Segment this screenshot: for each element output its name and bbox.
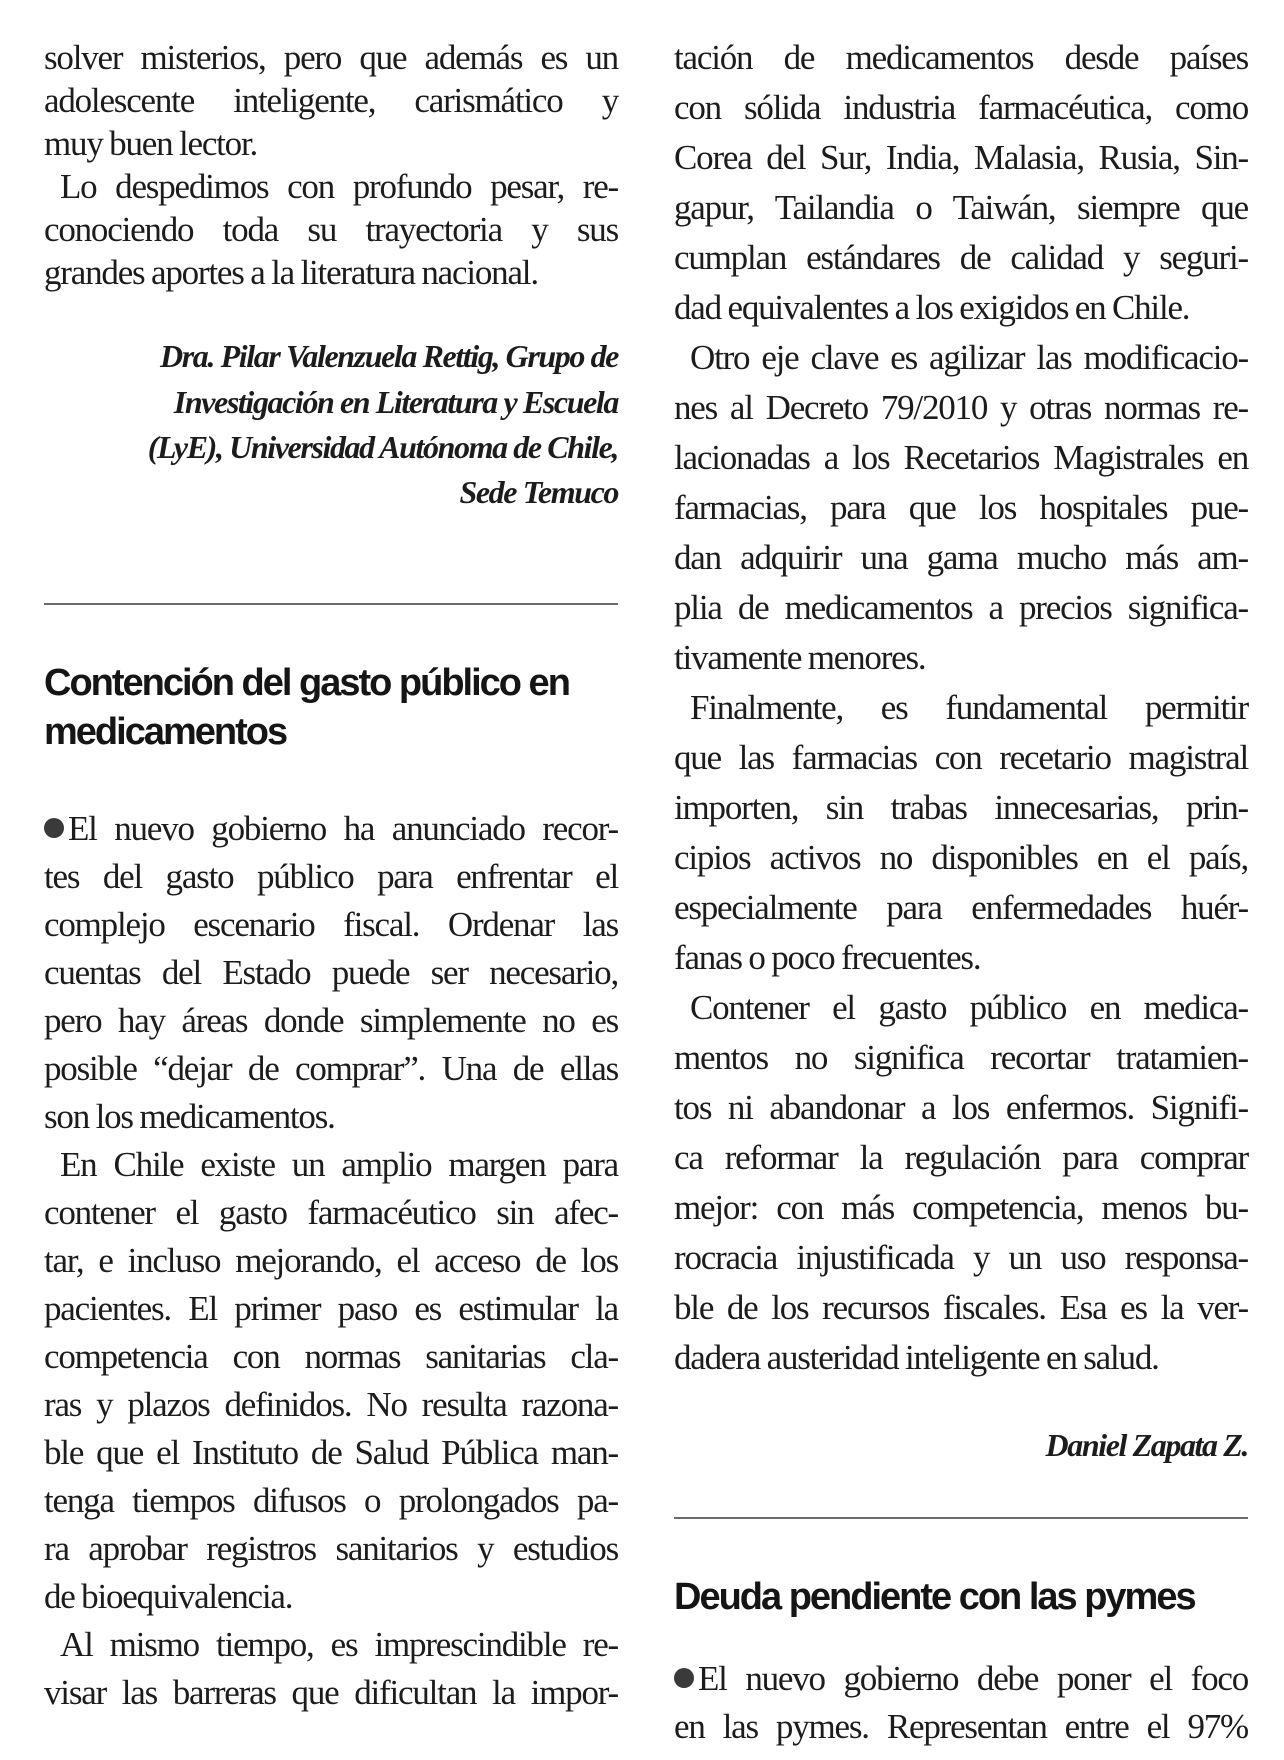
text-line: Lo despedimos con profundo pesar, re- bbox=[60, 167, 618, 206]
text-line: pacientes. El primer paso es estimular la bbox=[44, 1289, 618, 1328]
text-line: ras y plazos definidos. No resulta razona- bbox=[44, 1385, 618, 1424]
signature-line: Sede Temuco bbox=[459, 474, 618, 510]
text-line: cumplan estándares de calidad y seguri- bbox=[674, 238, 1248, 277]
text-line: nes al Decreto 79/2010 y otras normas re- bbox=[674, 388, 1248, 427]
headline-line: Contención del gasto público en bbox=[44, 662, 569, 704]
text-line: lacionadas a los Recetarios Magistrales en bbox=[674, 438, 1248, 477]
signature-line: Dra. Pilar Valenzuela Rettig, Grupo de bbox=[160, 338, 618, 374]
text-line: farmacias, para que los hospitales pue- bbox=[674, 488, 1248, 527]
text-line: visar las barreras que dificultan la impor- bbox=[44, 1673, 618, 1712]
text-line: Finalmente, es fundamental permitir bbox=[690, 688, 1248, 727]
text-line: conociendo toda su trayectoria y sus bbox=[44, 210, 618, 249]
text-line: tes del gasto público para enfrentar el bbox=[44, 857, 618, 896]
text-line: dadera austeridad inteligente en salud. bbox=[674, 1338, 1159, 1377]
text-line: pero hay áreas donde simplemente no es bbox=[44, 1001, 618, 1040]
text-line: Corea del Sur, India, Malasia, Rusia, Sin- bbox=[674, 138, 1248, 177]
text-line: Al mismo tiempo, es imprescindible re- bbox=[60, 1625, 618, 1664]
text-line: contener el gasto farmacéutico sin afec- bbox=[44, 1193, 618, 1232]
text-line: ra aprobar registros sanitarios y estudios bbox=[44, 1529, 618, 1568]
text-line: rocracia injustificada y un uso responsa- bbox=[674, 1238, 1248, 1277]
article-headline: Deuda pendiente con las pymes bbox=[674, 1576, 1195, 1618]
text-line: de bioequivalencia. bbox=[44, 1577, 293, 1616]
text-line: cuentas del Estado puede ser necesario, bbox=[44, 953, 618, 992]
text-line: dan adquirir una gama mucho más am- bbox=[674, 538, 1248, 577]
text-line: con sólida industria farmacéutica, como bbox=[674, 88, 1248, 127]
text-line: mentos no significa recortar tratamien- bbox=[674, 1038, 1248, 1077]
section-divider bbox=[674, 1517, 1248, 1519]
text-line: El nuevo gobierno ha anunciado recor- bbox=[44, 805, 618, 853]
text-line: que las farmacias con recetario magistral bbox=[674, 738, 1248, 777]
text-line: gapur, Tailandia o Taiwán, siempre que bbox=[674, 188, 1248, 227]
text-line: importen, sin trabas innecesarias, prin- bbox=[674, 788, 1248, 827]
bullet-icon bbox=[674, 1668, 694, 1688]
text-line: competencia con normas sanitarias cla- bbox=[44, 1337, 618, 1376]
text-line: En Chile existe un amplio margen para bbox=[60, 1145, 618, 1184]
text-line: en las pymes. Representan entre el 97% bbox=[674, 1707, 1248, 1746]
text-line: El nuevo gobierno debe poner el foco bbox=[674, 1655, 1248, 1703]
text-line: ble de los recursos fiscales. Esa es la ver- bbox=[674, 1288, 1248, 1327]
text-line: Otro eje clave es agilizar las modificacio- bbox=[690, 338, 1248, 377]
text-line: solver misterios, pero que además es un bbox=[44, 38, 618, 77]
text-line: posible “dejar de comprar”. Una de ellas bbox=[44, 1049, 618, 1088]
text-line: tación de medicamentos desde países bbox=[674, 38, 1248, 77]
text-line: tenga tiempos difusos o prolongados pa- bbox=[44, 1481, 618, 1520]
text-line: ble que el Instituto de Salud Pública man- bbox=[44, 1433, 618, 1472]
text-line: tivamente menores. bbox=[674, 638, 926, 677]
author-signature: Daniel Zapata Z. bbox=[1045, 1427, 1248, 1463]
text-line: mejor: con más competencia, menos bu- bbox=[674, 1188, 1248, 1227]
text-line: dad equivalentes a los exigidos en Chile. bbox=[674, 288, 1190, 327]
signature-line: (LyE), Universidad Autónoma de Chile, bbox=[147, 429, 618, 465]
text-line: complejo escenario fiscal. Ordenar las bbox=[44, 905, 618, 944]
text-line: grandes aportes a la literatura nacional. bbox=[44, 253, 538, 292]
bullet-icon bbox=[44, 818, 64, 838]
headline-line: medicamentos bbox=[44, 711, 287, 753]
text-line: son los medicamentos. bbox=[44, 1097, 335, 1136]
text-line: tos ni abandonar a los enfermos. Signifi- bbox=[674, 1088, 1248, 1127]
text-line: plia de medicamentos a precios significa- bbox=[674, 588, 1248, 627]
signature-line: Investigación en Literatura y Escuela bbox=[173, 384, 618, 420]
text-line: muy buen lector. bbox=[44, 124, 258, 163]
section-divider bbox=[44, 603, 618, 605]
text-line: Contener el gasto público en medica- bbox=[690, 988, 1248, 1027]
text-line: adolescente inteligente, carismático y bbox=[44, 81, 618, 120]
text-line: tar, e incluso mejorando, el acceso de los bbox=[44, 1241, 618, 1280]
text-line: cipios activos no disponibles en el país, bbox=[674, 838, 1248, 877]
text-line: especialmente para enfermedades huér- bbox=[674, 888, 1248, 927]
text-line: ca reformar la regulación para comprar bbox=[674, 1138, 1248, 1177]
text-line: fanas o poco frecuentes. bbox=[674, 938, 981, 977]
